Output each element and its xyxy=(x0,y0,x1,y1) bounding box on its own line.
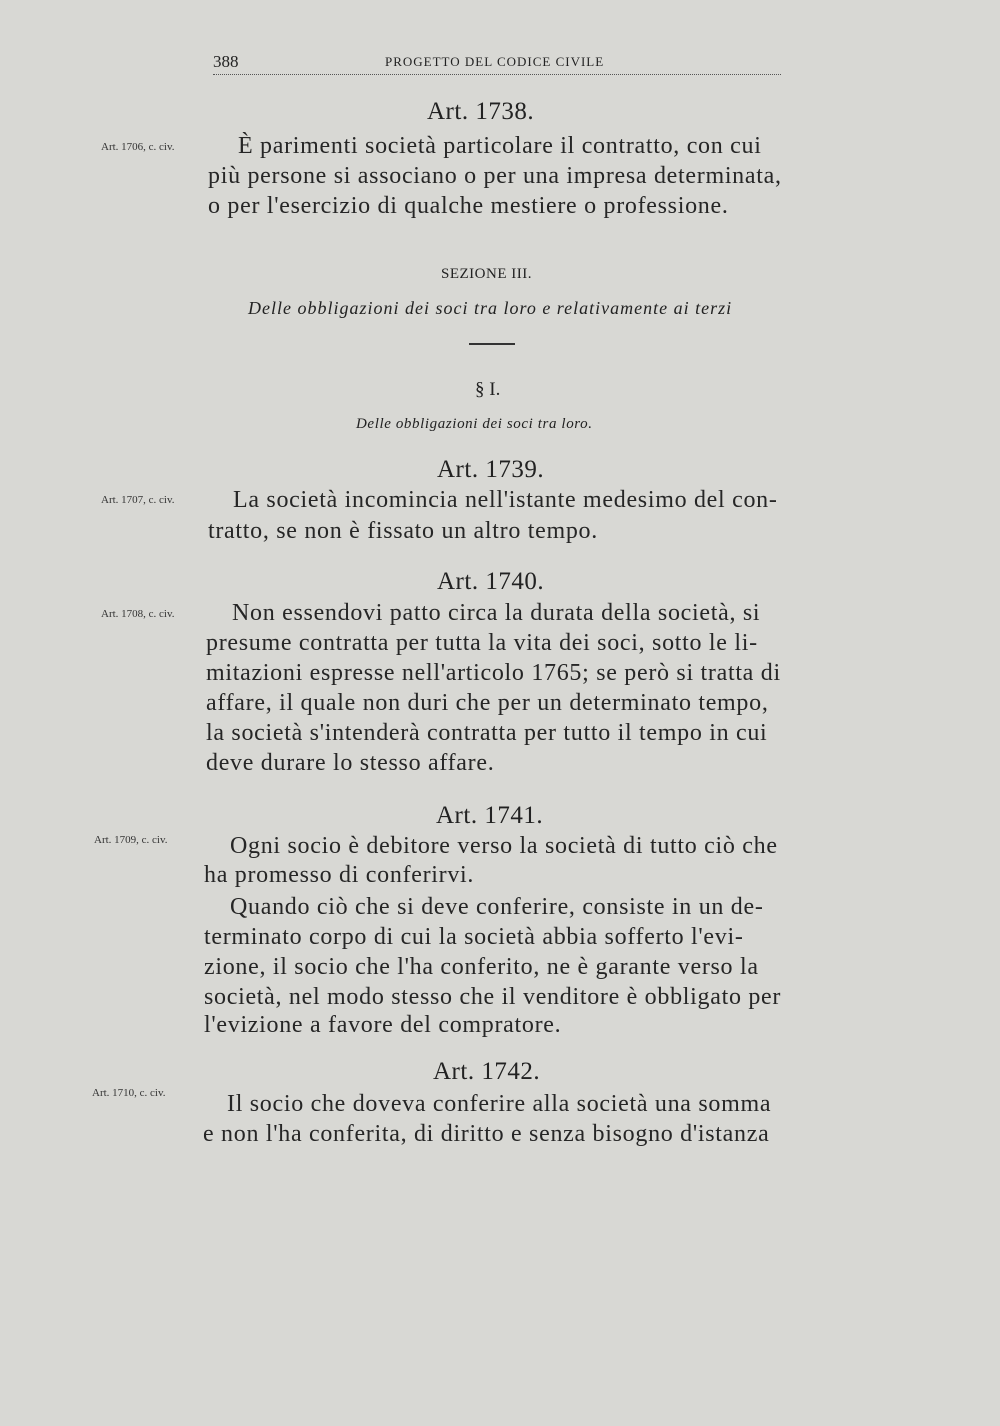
running-title: PROGETTO DEL CODICE CIVILE xyxy=(385,54,605,69)
article-1741-heading: Art. 1741. xyxy=(436,802,544,829)
article-1740-line: la società s'intenderà contratta per tutto il tempo in cui xyxy=(206,720,768,746)
section-label: SEZIONE III. xyxy=(441,266,532,282)
page-number: 388 xyxy=(213,52,239,71)
article-1738-line: o per l'esercizio di qualche mestiere o professione. xyxy=(208,193,729,219)
article-1742-line: Il socio che doveva conferire alla società una somma xyxy=(227,1091,772,1117)
article-1738-margin-ref: Art. 1706, c. civ. xyxy=(101,141,175,153)
article-1741-line: società, nel modo stesso che il venditore è obbligato per xyxy=(204,984,782,1010)
article-1741-margin-ref: Art. 1709, c. civ. xyxy=(94,834,168,846)
section-title: Delle obbligazioni dei soci tra loro e relativamente ai terzi xyxy=(248,298,733,318)
article-1741-line: zione, il socio che l'ha conferito, ne è garante verso la xyxy=(204,954,759,980)
article-1740-line: presume contratta per tutta la vita dei soci, sotto le li- xyxy=(206,630,758,656)
article-1741-line: Ogni socio è debitore verso la società di tutto ciò che xyxy=(230,833,778,859)
article-1739-line: La società incomincia nell'istante medesimo del con- xyxy=(233,487,778,513)
article-1740-line: deve durare lo stesso affare. xyxy=(206,750,495,776)
section-rule xyxy=(469,343,515,345)
article-1740-heading: Art. 1740. xyxy=(437,568,545,595)
article-1742-heading: Art. 1742. xyxy=(433,1058,541,1085)
article-1741-line: l'evizione a favore del compratore. xyxy=(204,1012,562,1038)
article-1740-margin-ref: Art. 1708, c. civ. xyxy=(101,608,175,620)
article-1738-line: più persone si associano o per una impresa determinata, xyxy=(208,163,782,189)
article-1742-line: e non l'ha conferita, di diritto e senza bisogno d'istanza xyxy=(203,1121,770,1147)
article-1739-margin-ref: Art. 1707, c. civ. xyxy=(101,494,175,506)
article-1740-line: mitazioni espresse nell'articolo 1765; se però si tratta di xyxy=(206,660,781,686)
article-1741-line: terminato corpo di cui la società abbia sofferto l'evi- xyxy=(204,924,744,950)
article-1740-line: Non essendovi patto circa la durata della società, si xyxy=(232,600,761,626)
article-1740-line: affare, il quale non duri che per un determinato tempo, xyxy=(206,690,769,716)
article-1742-margin-ref: Art. 1710, c. civ. xyxy=(92,1087,166,1099)
paragraph-title: Delle obbligazioni dei soci tra loro. xyxy=(356,416,593,432)
article-1739-heading: Art. 1739. xyxy=(437,456,545,483)
page-header xyxy=(213,52,781,75)
paragraph-mark: § I. xyxy=(475,379,501,400)
article-1738-line: È parimenti società particolare il contratto, con cui xyxy=(238,133,762,159)
article-1741-line: Quando ciò che si deve conferire, consiste in un de- xyxy=(230,894,764,920)
article-1738-heading: Art. 1738. xyxy=(427,98,535,125)
article-1739-line: tratto, se non è fissato un altro tempo. xyxy=(208,518,598,544)
article-1741-line: ha promesso di conferirvi. xyxy=(204,862,475,888)
